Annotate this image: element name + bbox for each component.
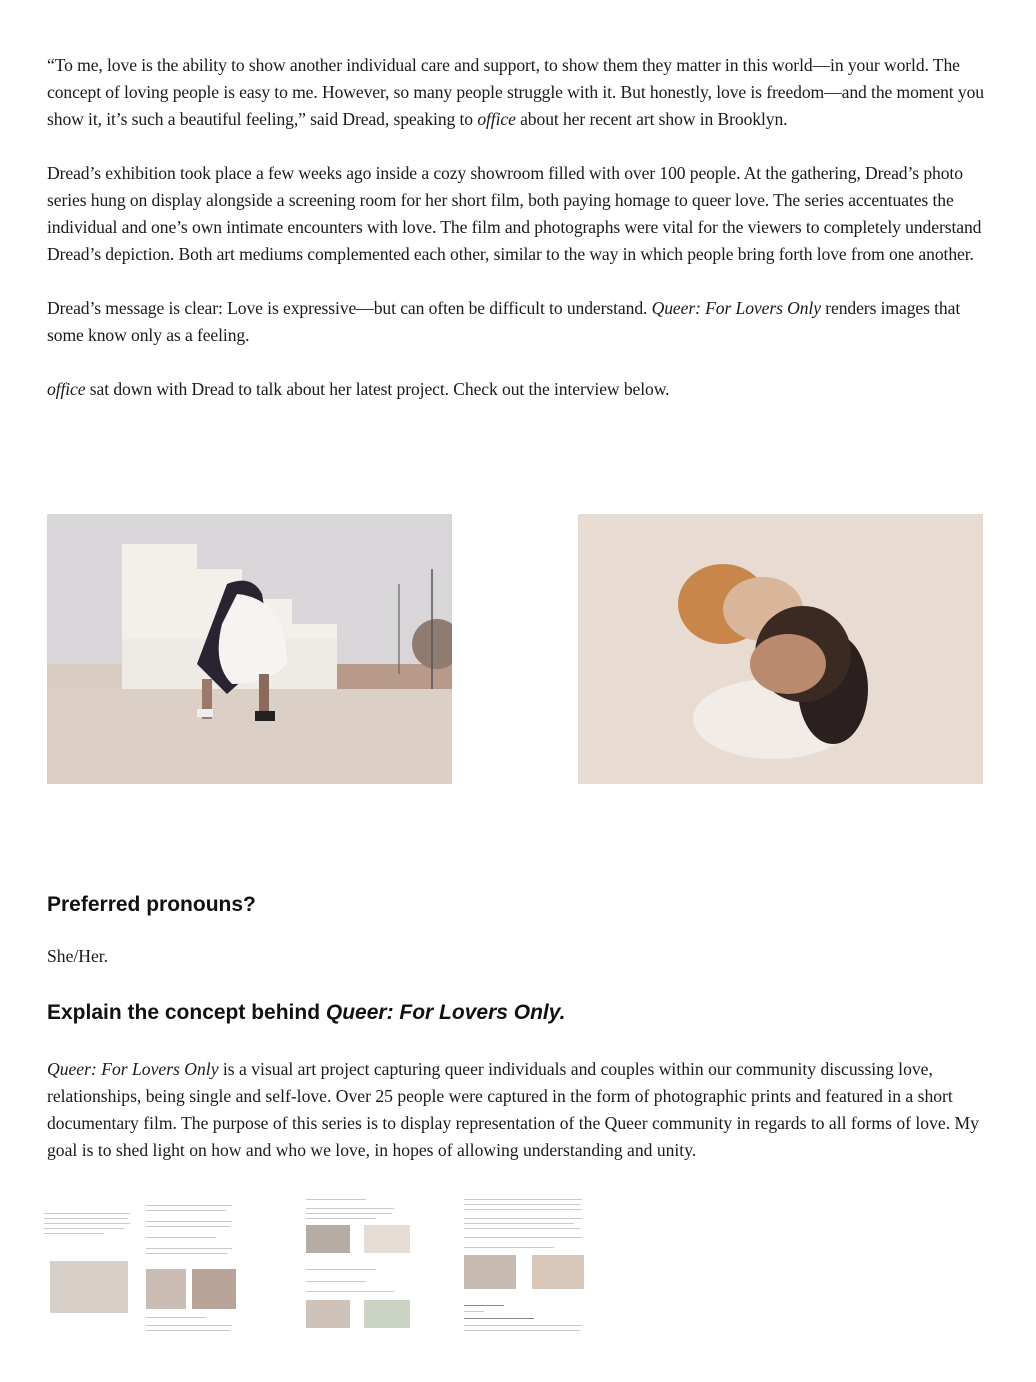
office-name: office [47, 379, 86, 399]
question-concept-title: Queer: For Lovers Only. [325, 1001, 566, 1024]
intro-p4-text: sat down with Dread to talk about her latest project. Check out the interview below. [85, 379, 670, 399]
page-thumbnail[interactable] [464, 1193, 584, 1343]
intro-paragraph-3 [47, 295, 987, 349]
answer-concept-text: is a visual art project capturing queer individuals and couples within our community discussing love, relationships, being single and self-love. Over 25 people were captured in the form of photographic prints and featured in a short documentary film. The purpose of this series is to display representation of the Queer community in regards to all forms of love. My goal is to shed light on how and who we love, in hopes of allowing understanding and unity. [47, 1059, 979, 1160]
intro-p1-text-end: about her recent art show in Brooklyn. [515, 109, 788, 129]
intro-paragraph-2: Dread’s exhibition took place a few weeks ago inside a cozy showroom filled with over 100 people. At the gathering, Dread’s photo series hung on display alongside a screening room for her short film, both paying homage to queer love. The series accentuates the individual and one’s own intimate encounters with love. The film and photographs were vital for the viewers to completely understand Dread’s depiction. Both art mediums complemented each other, similar to the way in which people bring forth love from one another. [47, 163, 982, 264]
intro-p1-text: “To me, love is the ability to show another individual care and support, to show them they matter in this world—in your world. The concept of loving people is easy to me. However, so many people struggle with it. But honestly, love is freedom—and the moment you show it, it’s such a beautiful feeling,” said Dread, speaking to [47, 55, 984, 129]
question-pronouns: Preferred pronouns? [47, 893, 256, 916]
answer-pronouns: She/Her. [47, 946, 109, 966]
answer-project-title: Queer: For Lovers Only [47, 1059, 219, 1079]
intro-p3-text: Dread’s message is clear: Love is expressive—but can often be difficult to understand. [47, 298, 652, 318]
intro-p3-text-end: renders images that some know only as a feeling. [47, 298, 961, 345]
couple-portrait-photo [578, 514, 983, 784]
office-name: office [477, 109, 516, 129]
page-thumbnail[interactable] [306, 1193, 396, 1343]
page-thumbnails [44, 1193, 604, 1343]
article-intro [47, 52, 987, 430]
rooftop-dancer-photo [47, 514, 452, 784]
intro-paragraph-1 [47, 52, 987, 133]
page-thumbnail[interactable] [44, 1193, 134, 1343]
answer-concept [47, 1056, 987, 1164]
page-thumbnail[interactable] [146, 1193, 236, 1343]
question-concept-text: Explain the concept behind [47, 1001, 326, 1024]
question-concept [47, 1001, 566, 1025]
intro-paragraph-4 [47, 376, 987, 403]
project-title: Queer: For Lovers Only [651, 298, 821, 318]
